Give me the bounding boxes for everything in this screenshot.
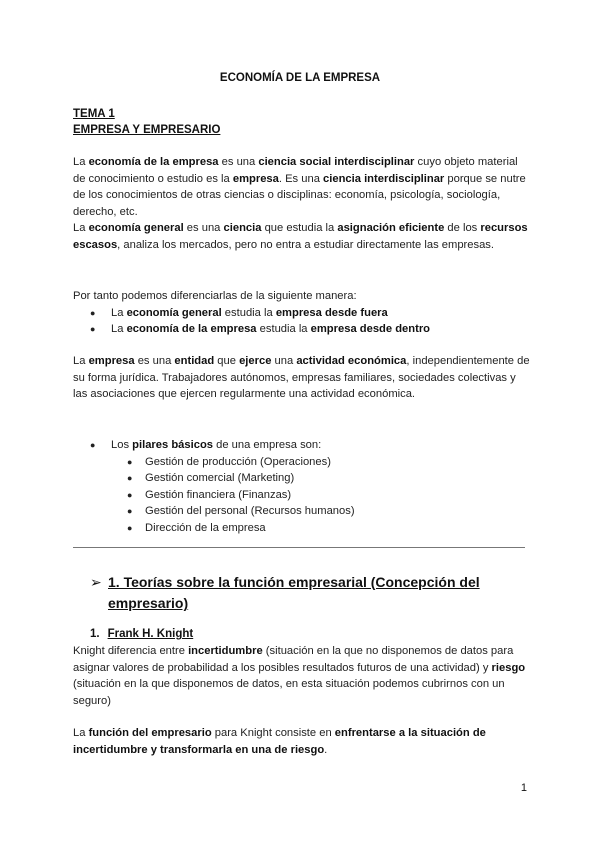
chapter-number: TEMA 1 <box>73 108 115 120</box>
paragraph-empresa <box>73 353 533 403</box>
paragraph-knight-definitions <box>73 643 533 709</box>
differentiation-intro: Por tanto podemos diferenciarlas de la siguiente manera: <box>73 290 357 302</box>
paragraph-economia-empresa <box>73 154 533 220</box>
text: La <box>73 727 89 739</box>
bold-text: entidad <box>174 355 215 367</box>
bold-text: empresa <box>88 355 135 367</box>
bold-text: economía general <box>88 222 184 234</box>
bold-text: enfrentarse a la situación de incertidumbre y transformarla en una de riesgo <box>73 727 486 756</box>
text: que <box>214 355 240 367</box>
bold-text: actividad económica <box>296 355 407 367</box>
paragraph-economia-general <box>73 220 533 253</box>
differentiation-list <box>73 305 533 338</box>
text: cuyo objeto material de conocimiento o estudio es la <box>73 156 518 185</box>
bold-text: pilares básicos <box>132 439 213 451</box>
text: estudia la <box>256 323 311 335</box>
text: (situación en la que disponemos de datos, en esta situación podemos cubrirnos con un seguro) <box>73 678 505 707</box>
horizontal-divider <box>73 547 525 548</box>
text: es una <box>183 222 224 234</box>
bold-text: economía de la empresa <box>126 323 257 335</box>
list-item <box>73 321 533 338</box>
text: La <box>73 222 89 234</box>
pilares-section <box>73 437 533 536</box>
bold-text: función del empresario <box>88 727 212 739</box>
bold-text: empresa desde fuera <box>275 306 388 319</box>
text: de una empresa son: <box>213 439 322 451</box>
page-number: 1 <box>520 782 527 794</box>
paragraph-knight-funcion <box>73 725 533 758</box>
text: La <box>111 323 127 335</box>
bold-text: incertidumbre <box>188 645 263 657</box>
bold-text: ciencia social interdisciplinar <box>258 156 415 168</box>
chapter-heading <box>73 106 220 138</box>
bold-text: recursos escasos <box>73 222 528 251</box>
section-heading <box>90 572 490 614</box>
bold-text: ciencia <box>223 222 262 234</box>
text: (situación en la que no disponemos de datos para asignar valores de probabilidad a los posibles resultados futuros de una actividad) y <box>73 645 514 674</box>
text: es una <box>218 156 259 168</box>
sublist-item: ● Gestión del personal (Recursos humanos) <box>73 503 533 520</box>
text: Los <box>111 439 133 451</box>
knight-section <box>73 643 533 758</box>
subsection-number: 1. <box>90 628 100 640</box>
sublist-item: ● Gestión comercial (Marketing) <box>73 470 533 487</box>
bold-text: economía de la empresa <box>88 156 219 168</box>
list-item <box>73 437 533 454</box>
text: La <box>111 306 127 319</box>
text: de los <box>444 222 481 234</box>
bold-text: riesgo <box>491 661 526 674</box>
text: que estudia la <box>261 222 338 234</box>
bold-text: empresa <box>232 172 279 185</box>
pilares-sublist <box>73 454 533 537</box>
text: estudia la <box>221 306 276 319</box>
text: una <box>271 355 297 367</box>
text: porque se nutre de los conocimientos de otras ciencias o disciplinas: economía, psicología, sociología, derecho, etc. <box>73 172 526 218</box>
text: La <box>73 156 89 168</box>
bold-text: ejerce <box>239 355 272 367</box>
text: . <box>324 743 328 756</box>
text: para Knight consiste en <box>211 727 335 739</box>
list-item <box>73 305 533 322</box>
empresa-definition <box>73 353 533 403</box>
text: , independientemente de su forma jurídica. Trabajadores autónomos, empresas familiares, sociedades colectivas y las asociaciones que ejercen regularmente una actividad económica. <box>73 355 530 400</box>
text: La <box>73 355 89 367</box>
sublist-item: ● Gestión de producción (Operaciones) <box>73 454 533 471</box>
document-title: ECONOMÍA DE LA EMPRESA <box>219 72 381 84</box>
subsection-title: Frank H. Knight <box>107 628 194 640</box>
section-heading-text: 1. Teorías sobre la función empresarial (Concepción del empresario) <box>108 574 480 611</box>
text: Knight diferencia entre <box>73 645 189 657</box>
differentiation-section <box>73 288 533 338</box>
sublist-item: ● Dirección de la empresa <box>73 520 533 537</box>
text: , analiza los mercados, pero no entra a estudiar directamente las empresas. <box>117 238 495 251</box>
intro-paragraphs <box>73 154 533 253</box>
text: es una <box>134 355 175 367</box>
chapter-title: EMPRESA Y EMPRESARIO <box>73 124 221 136</box>
pilares-list <box>73 437 533 454</box>
sublist-item: ● Gestión financiera (Finanzas) <box>73 487 533 504</box>
arrow-bullet-icon: ➢ <box>90 574 102 590</box>
subsection-heading <box>90 626 193 643</box>
bold-text: empresa desde dentro <box>310 323 431 335</box>
text: . Es una <box>278 172 324 185</box>
bold-text: economía general <box>126 306 222 319</box>
bold-text: asignación eficiente <box>337 222 445 234</box>
bold-text: ciencia interdisciplinar <box>323 172 445 185</box>
